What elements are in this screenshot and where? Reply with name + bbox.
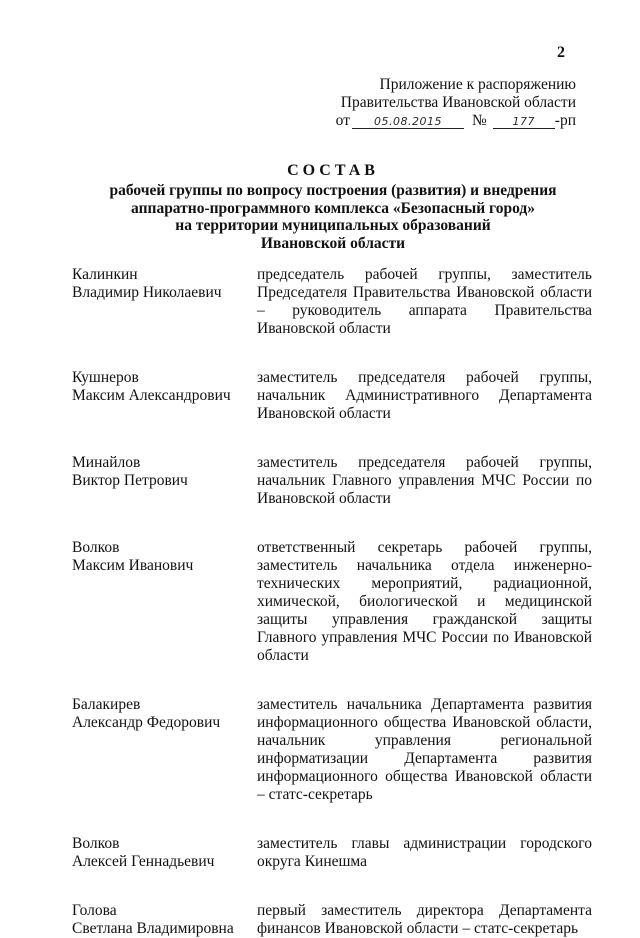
order-suffix: -рп [554,112,576,129]
member-surname: Калинкин [72,266,138,283]
member-row [72,696,592,804]
member-given-name: Максим Иванович [72,557,194,574]
member-name [72,835,257,871]
member-given-name: Владимир Николаевич [72,284,222,301]
member-surname: Волков [72,539,120,556]
appendix-signature-line [0,112,576,130]
title-line-4: Ивановской области [260,234,406,252]
member-name [72,454,257,508]
from-label: от [335,112,350,129]
member-surname: Кушнеров [72,369,139,386]
member-role: заместитель председателя рабочей группы, начальник Главного управления МЧС России по Ивановской области [257,454,592,507]
member-row [72,266,592,338]
number-label: № [471,112,487,129]
member-given-name: Максим Александрович [72,387,231,404]
member-row [72,454,592,508]
member-row [72,835,592,871]
document-title [0,160,640,252]
handwritten-number: 177 [493,115,555,129]
member-role: заместитель председателя рабочей группы, начальник Административного Департамента Ивановской области [257,369,592,422]
member-role: первый заместитель директора Департамента финансов Ивановской области – статс-секретарь [257,902,592,937]
title-line-2: аппаратно-программного комплекса «Безопасный город» [131,199,535,217]
member-given-name: Виктор Петрович [72,472,188,489]
member-surname: Волков [72,835,120,852]
member-name [72,266,257,338]
member-row [72,902,592,938]
appendix-line-2: Правительства Ивановской области [340,94,576,111]
title-main: СОСТАВ [287,162,379,179]
member-name [72,902,257,938]
member-row [72,369,592,423]
member-role: председатель рабочей группы, заместитель Председателя Правительства Ивановской области – руководитель аппарата Правительства Ивановской области [257,266,592,337]
title-line-3: на территории муниципальных образований [175,217,491,234]
title-line-1: рабочей группы по вопросу построения (развития) и внедрения [109,182,557,199]
handwritten-date: 05.08.2015 [352,115,464,129]
member-surname: Минайлов [72,454,141,471]
member-role: ответственный секретарь рабочей группы, заместитель начальника отдела инженерно-технических мероприятий, радиационной, химической, биологической и медицинской защиты управления гражданской защиты Главного управления МЧС России по Ивановской области [257,539,592,664]
member-name [72,539,257,665]
members-list [72,266,592,938]
appendix-header [0,76,576,130]
member-given-name: Александр Федорович [72,714,221,731]
member-role: заместитель главы администрации городского округа Кинешма [257,835,592,870]
member-name [72,369,257,423]
member-given-name: Алексей Геннадьевич [72,853,215,870]
member-role: заместитель начальника Департамента развития информационного общества Ивановской области, начальник управления региональной информатизации Департамента развития информационного общества Ивановской области – статс-секретарь [257,696,592,803]
appendix-line-1: Приложение к распоряжению [379,76,576,93]
member-given-name: Светлана Владимировна [72,920,234,937]
member-surname: Балакирев [72,696,141,713]
member-name [72,696,257,804]
member-surname: Голова [72,902,117,919]
member-row [72,539,592,665]
page-number: 2 [557,44,565,61]
